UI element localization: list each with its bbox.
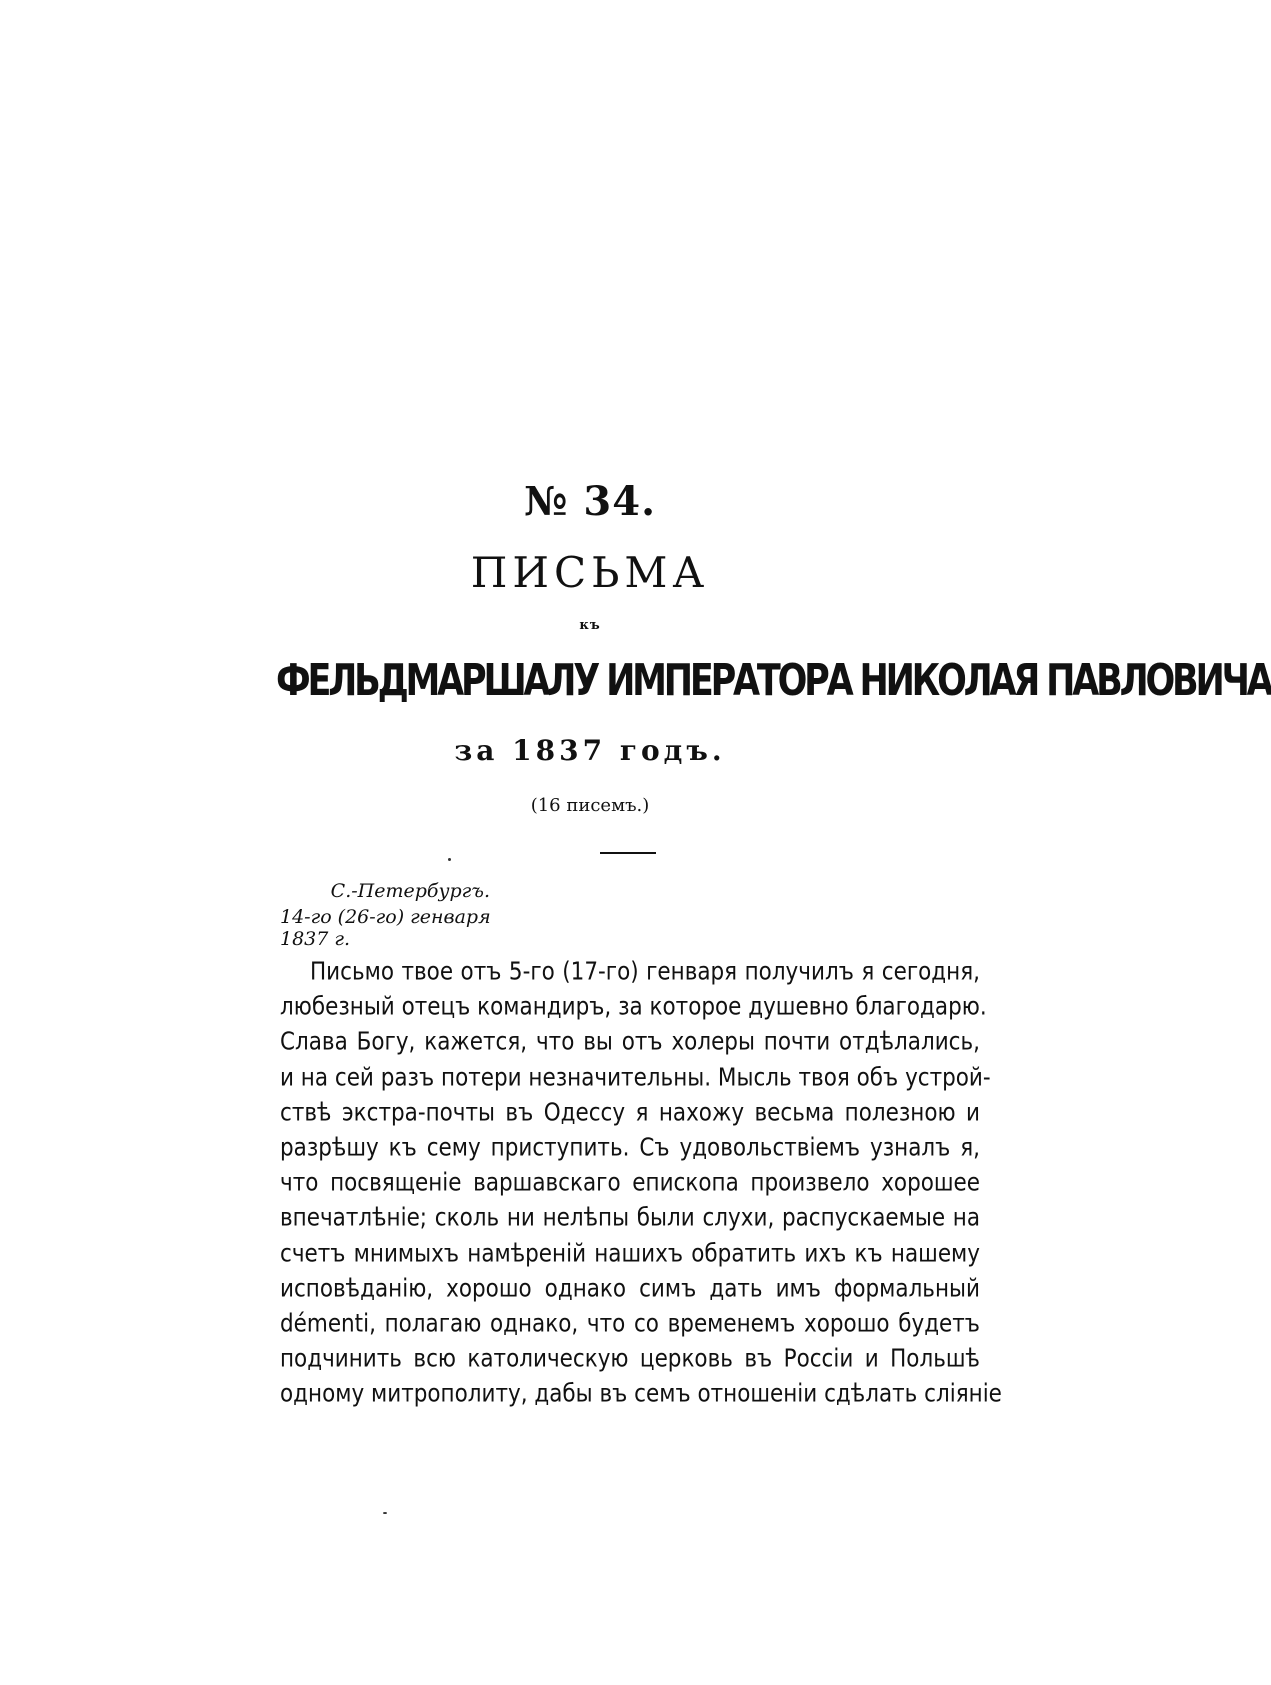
body-line: ствѣ экстра-почты въ Одессу я нахожу весьма полезною и [280,1098,980,1128]
letter-date: 14-го (26-го) генваря 1837 г. [280,906,491,950]
body-line: исповѣданію, хорошо однако симъ дать имъ формальный [280,1274,980,1304]
recipient-heading: ФЕЛЬДМАРШАЛУ ИМПЕРАТОРА НИКОЛАЯ ПАВЛОВИЧА [276,656,1271,706]
body-line: счетъ мнимыхъ намѣреній нашихъ обратить ихъ къ нашему [280,1239,980,1268]
letter-place: С.-Петербургъ. [330,880,490,902]
body-line: впечатлѣніе; сколь ни нелѣпы были слухи, распускаемые на [280,1204,980,1233]
body-line: Слава Богу, кажется, что вы отъ холеры почти отдѣлались, [280,1028,980,1057]
year-heading: за 1837 годъ. [454,734,726,767]
document-number: № 34. [524,478,656,525]
print-speck [383,1512,387,1514]
body-line: любезный отецъ командиръ, за которое душевно благодарю. [280,992,987,1022]
preposition-to: къ [579,618,601,633]
letter-count: (16 писемъ.) [530,795,650,816]
divider-rule [600,852,656,854]
body-line: démenti, полагаю однако, что со временемъ хорошо будетъ [280,1309,980,1339]
body-line: Письмо твое отъ 5-го (17-го) генваря получилъ я сегодня, [310,957,980,987]
body-line: разрѣшу къ сему приступить. Съ удовольствіемъ узналъ я, [280,1133,980,1163]
letter-body [280,952,1002,1409]
document-title: ПИСЬМА [470,548,710,597]
body-line: подчинить всю католическую церковь въ Россіи и Польшѣ [280,1344,980,1374]
body-line: что посвященіе варшавскаго епископа произвело хорошее [280,1168,980,1198]
print-speck [448,858,451,861]
body-line: одному митрополиту, дабы въ семъ отношеніи сдѣлать сліяніе [280,1380,1002,1409]
body-line: и на сей разъ потери незначительны. Мысль твоя объ устрой- [280,1063,991,1093]
